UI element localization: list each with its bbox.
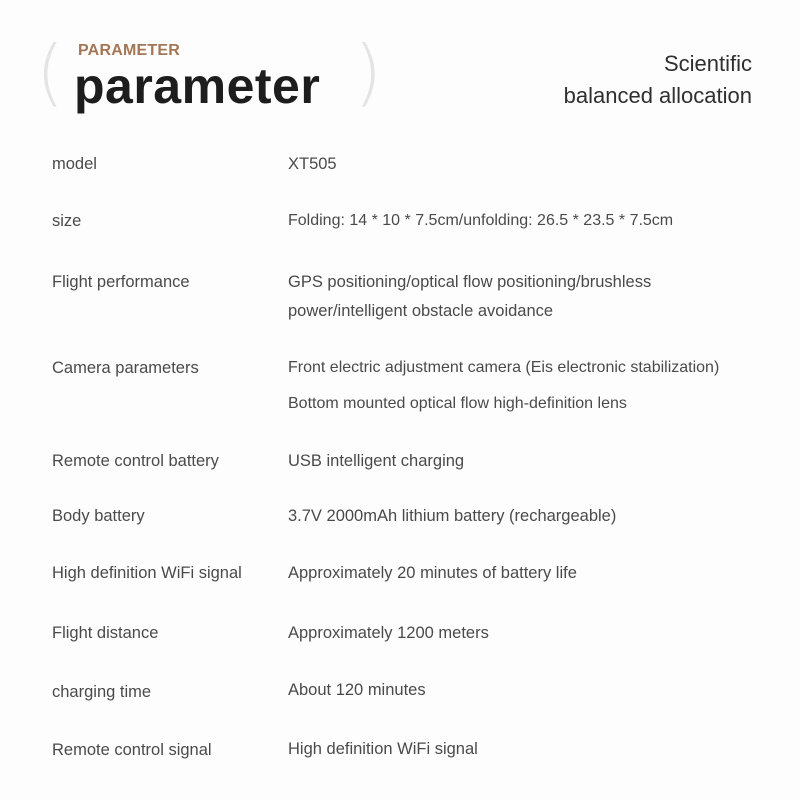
spec-label: model (52, 155, 97, 173)
spec-value (288, 624, 489, 643)
spec-value (288, 740, 478, 759)
spec-value (288, 452, 464, 471)
spec-value (288, 350, 719, 422)
spec-value (288, 564, 577, 583)
section-kicker: PARAMETER (78, 42, 180, 59)
spec-label: Remote control signal (52, 741, 212, 759)
spec-value-line: Bottom mounted optical flow high-definition lens (288, 395, 627, 412)
spec-value (288, 681, 426, 700)
spec-value-line: Front electric adjustment camera (Eis electronic stabilization) (288, 359, 720, 376)
spec-label: High definition WiFi signal (52, 564, 242, 582)
spec-label: charging time (52, 683, 152, 701)
spec-value-line: Folding: 14 * 10 * 7.5cm/unfolding: 26.5 * 23.5 * 7.5cm (288, 212, 674, 229)
spec-value-line: Approximately 20 minutes of battery life (288, 564, 577, 582)
spec-label: Body battery (52, 507, 145, 525)
spec-value-line: XT505 (288, 155, 337, 173)
spec-label: Flight performance (52, 273, 190, 291)
decorative-paren-left: ( (36, 30, 65, 114)
spec-value-line: Approximately 1200 meters (288, 624, 489, 642)
spec-value (288, 155, 337, 174)
spec-value (288, 507, 616, 526)
spec-label: Camera parameters (52, 359, 199, 377)
slogan-line-1: Scientific (663, 51, 752, 76)
spec-label: Remote control battery (52, 452, 219, 470)
page-title: parameter (74, 58, 321, 114)
spec-label: Flight distance (52, 624, 159, 642)
spec-value (288, 212, 673, 230)
spec-value-line: GPS positioning/optical flow positioning/brushless (288, 273, 652, 291)
decorative-paren-right: ) (354, 30, 383, 114)
spec-value-line: USB intelligent charging (288, 452, 465, 470)
spec-value-line: 3.7V 2000mAh lithium battery (rechargeable) (288, 507, 617, 525)
spec-value-line: High definition WiFi signal (288, 740, 478, 758)
spec-value (288, 268, 651, 326)
spec-value-line: power/intelligent obstacle avoidance (288, 302, 554, 320)
slogan-line-2: balanced allocation (563, 83, 752, 108)
spec-value-line: About 120 minutes (288, 681, 426, 699)
spec-label: size (52, 212, 82, 230)
